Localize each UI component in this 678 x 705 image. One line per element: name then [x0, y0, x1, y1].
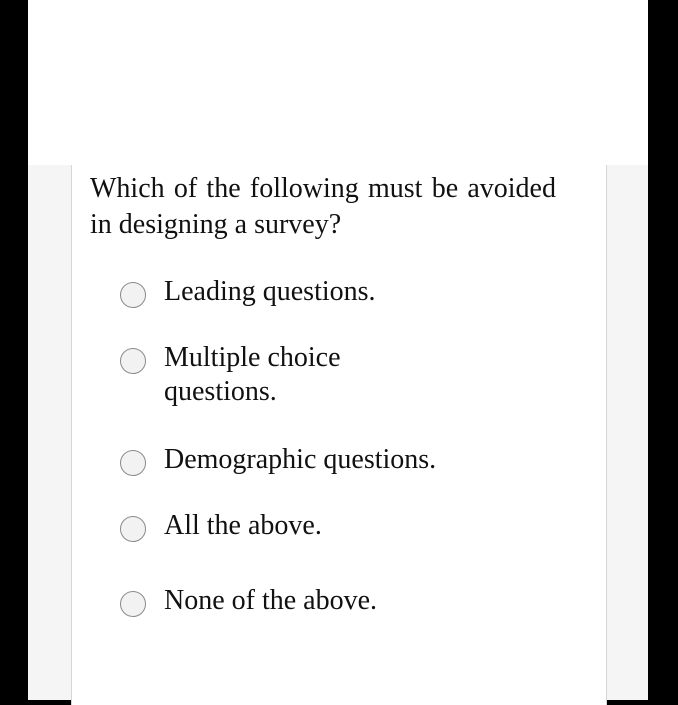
option-label: All the above.: [164, 510, 322, 541]
option-multiple-choice-questions[interactable]: [120, 341, 524, 409]
radio-button-icon[interactable]: [120, 516, 146, 542]
radio-button-icon[interactable]: [120, 348, 146, 374]
option-none-of-the-above[interactable]: [120, 584, 524, 618]
left-margin: [28, 165, 71, 700]
question-text: Which of the following must be avoided in designing a survey?: [90, 173, 556, 240]
option-label: None of the above.: [164, 585, 378, 616]
radio-button-icon[interactable]: [120, 591, 146, 617]
option-leading-questions[interactable]: [120, 275, 524, 309]
radio-button-icon[interactable]: [120, 282, 146, 308]
option-all-the-above[interactable]: [120, 509, 524, 543]
radio-button-icon[interactable]: [120, 450, 146, 476]
screen: [28, 0, 648, 700]
option-label: Multiple choice questions.: [164, 342, 341, 407]
question-card: [71, 165, 607, 705]
right-margin: [607, 165, 648, 700]
option-label: Leading questions.: [164, 276, 376, 307]
top-blank-area: [28, 0, 648, 165]
option-label: Demographic questions.: [164, 444, 437, 475]
option-demographic-questions[interactable]: [120, 443, 524, 477]
